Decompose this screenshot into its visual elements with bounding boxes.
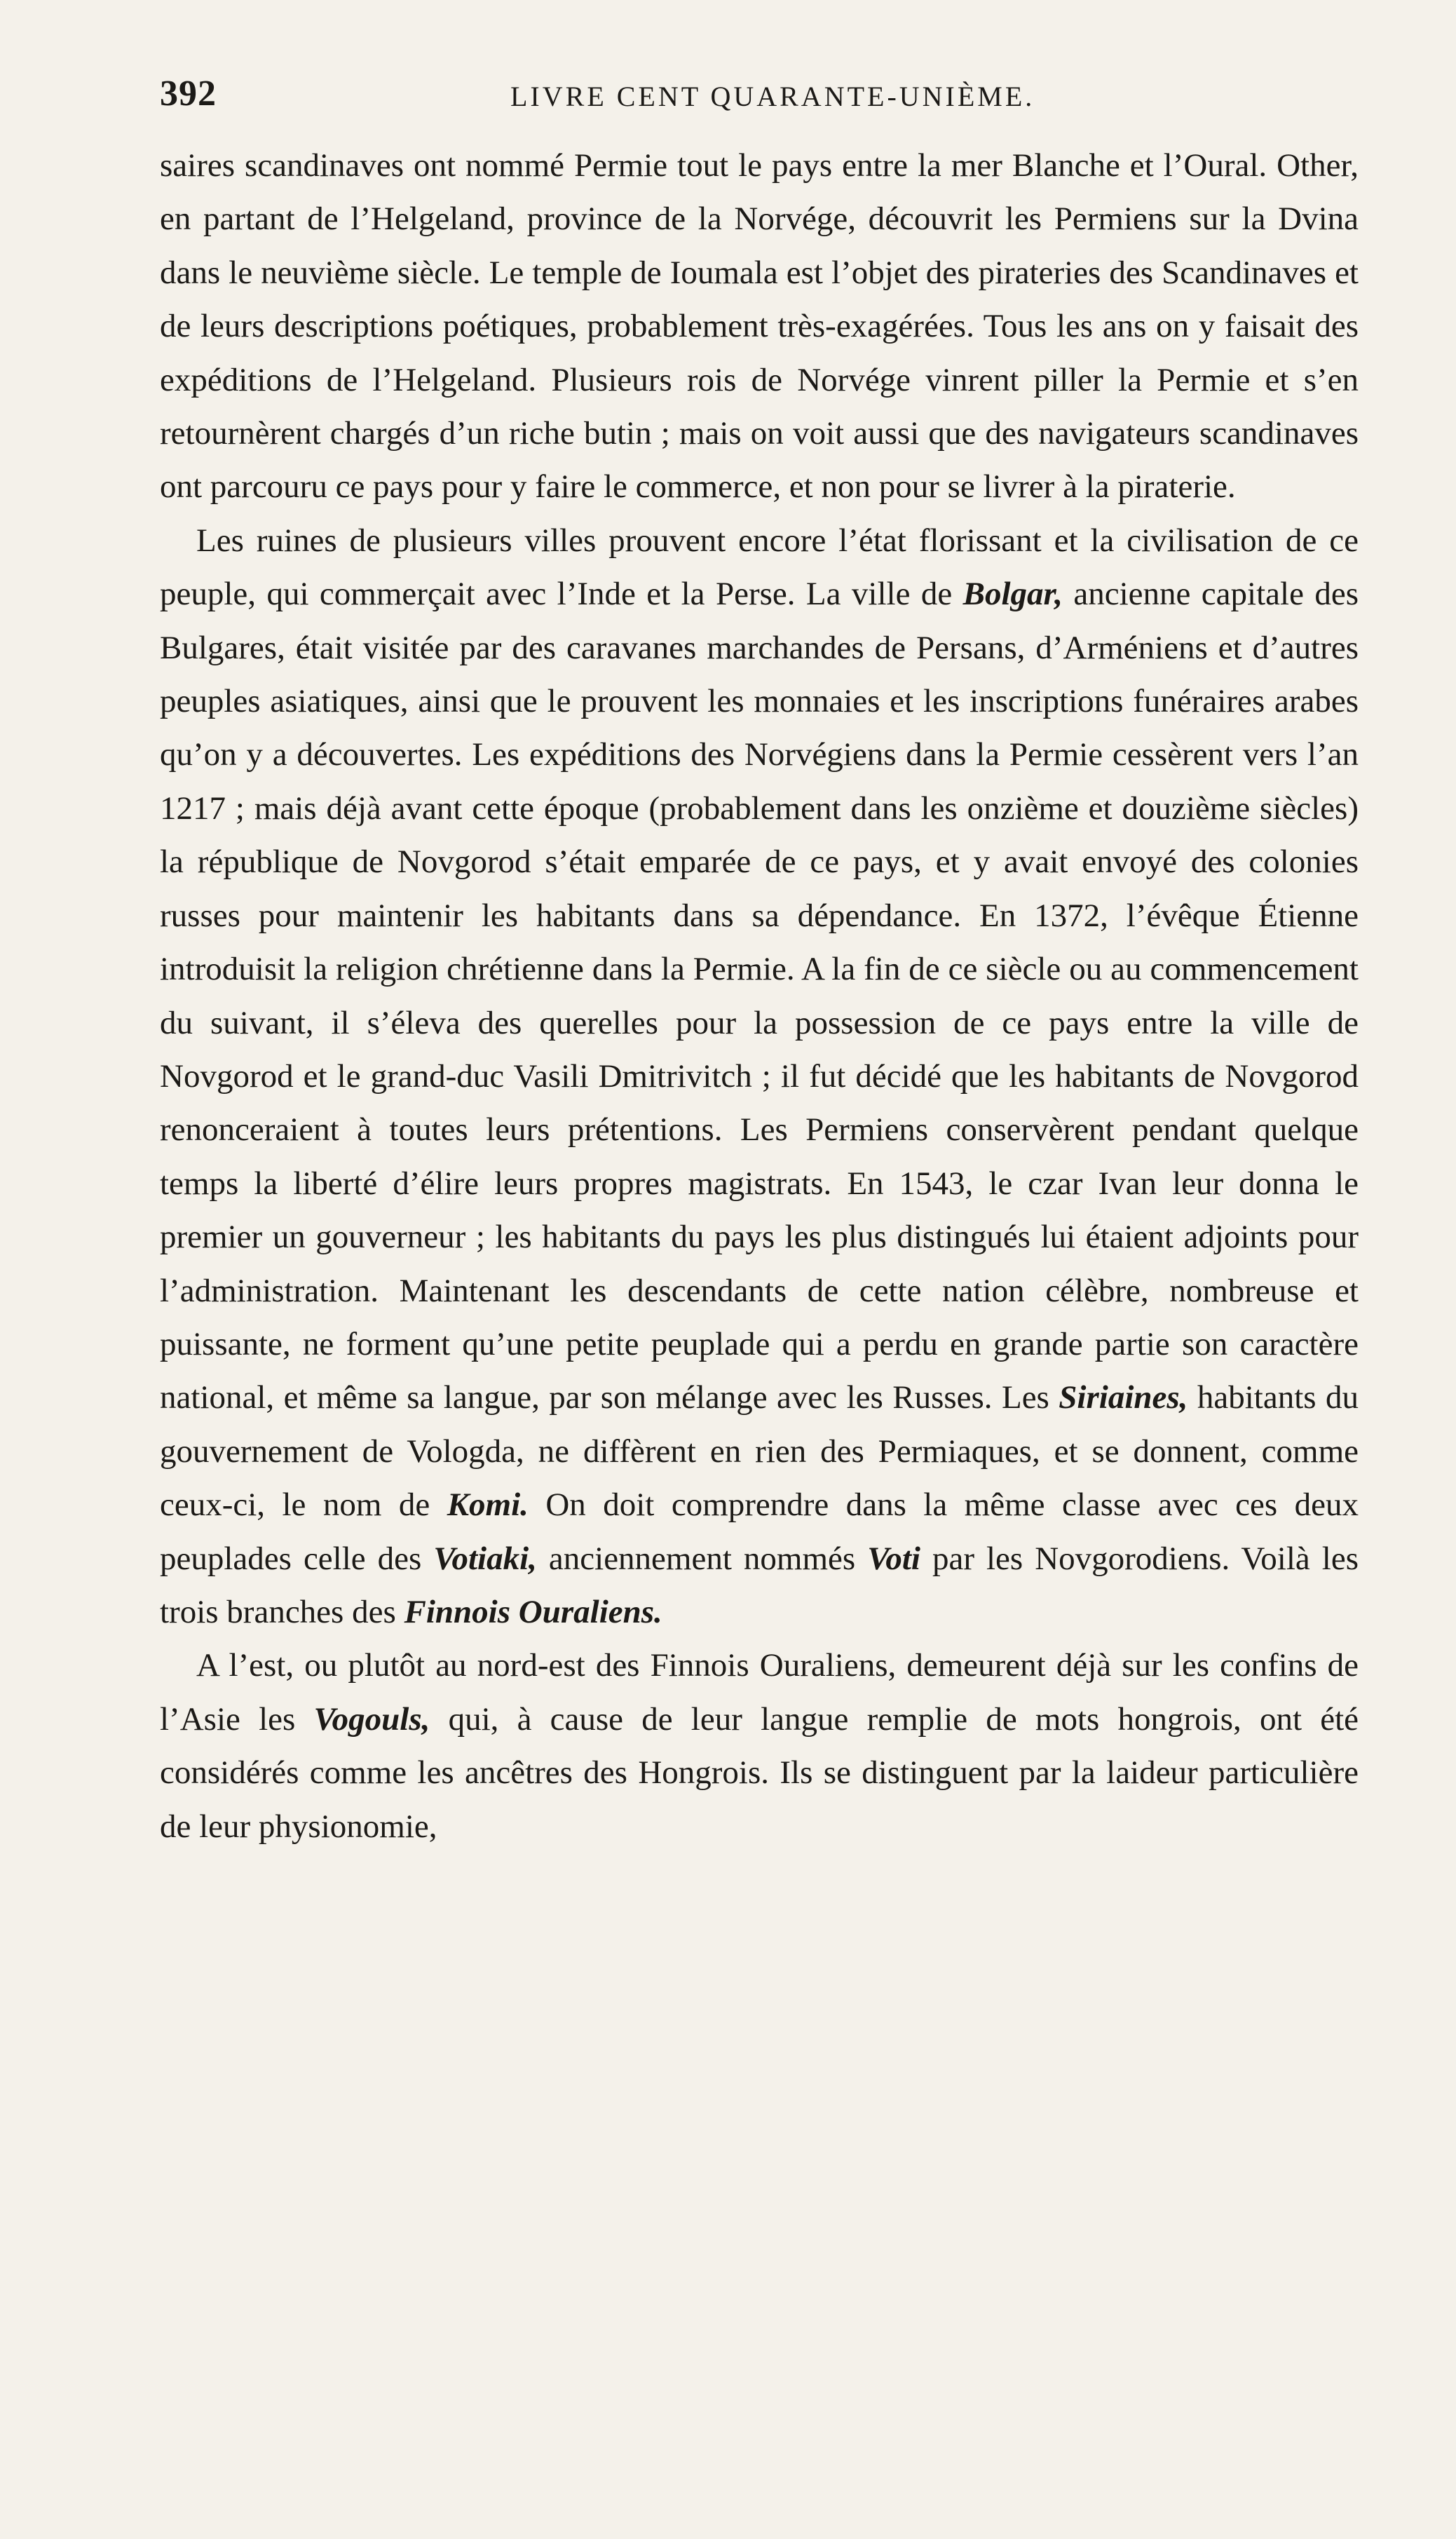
italic-term-finnois-ouraliens: Finnois Ouraliens. bbox=[404, 1593, 662, 1630]
text-segment: habitants du gouvernement de Vologda, ne diffèrent en rien des Permiaques, et se donnent, comme ceux-ci, le nom de bbox=[160, 1379, 1359, 1524]
paragraph-3 bbox=[160, 1639, 1359, 1853]
page-number: 392 bbox=[160, 74, 217, 114]
paragraph-2 bbox=[160, 514, 1359, 1639]
italic-term-siriaines: Siriaines, bbox=[1059, 1379, 1188, 1416]
text-segment: A l’est, ou plutôt au nord-est des Finnois Ouraliens, demeurent déjà sur les confins de l’Asie les bbox=[160, 1647, 1359, 1738]
text-segment: anciennement nommés bbox=[536, 1540, 868, 1577]
text-segment: On doit comprendre dans la même classe avec ces deux peuplades celle des bbox=[160, 1487, 1359, 1577]
paper-speck bbox=[1392, 691, 1399, 700]
text-segment: qui, à cause de leur langue remplie de mots hongrois, ont été considérés comme les ancêtres des Hongrois. Ils se distinguent par la laideur particulière de leur physionomie, bbox=[160, 1700, 1359, 1845]
italic-term-vogouls: Vogouls, bbox=[313, 1700, 430, 1738]
italic-term-voti: Voti bbox=[867, 1540, 920, 1577]
italic-term-komi: Komi. bbox=[447, 1487, 529, 1524]
body-text bbox=[160, 139, 1359, 1853]
text-segment: ancienne capitale des Bulgares, était visitée par des caravanes marchandes de Persans, d’Arméniens et d’autres peuples asiatiques, ainsi que le prouvent les monnaies et les inscriptions funéraires arabes qu’on y a découvertes. Les expéditions des Norvégiens dans la Permie cessèrent vers l’an 1217 ; mais déjà avant cette époque (probablement dans les onzième et douzième siècles) la république de Novgorod s’était emparée de ce pays, et y avait envoyé des colonies russes pour maintenir les habitants dans sa dépendance. En 1372, l’évêque Étienne introduisit la religion chrétienne dans la Permie. A la fin de ce siècle ou au commencement du suivant, il s’éleva des querelles pour la possession de ce pays entre la ville de Novgorod et le grand-duc Vasili Dmitrivitch ; il fut décidé que les habitants de Novgorod renonceraient à toutes leurs prétentions. Les Permiens conservèrent pendant quelque temps la liberté d’élire leurs propres magistrats. En 1543, le czar Ivan leur donna le premier un gouverneur ; les habitants du pays les plus distingués lui étaient adjoints pour l’administration. Maintenant les descendants de cette nation célèbre, nombreuse et puissante, ne forment qu’une petite peuplade qui a perdu en grande partie son caractère national, et même sa langue, par son mélange avec les Russes. Les bbox=[160, 576, 1359, 1416]
paragraph-1 bbox=[160, 139, 1359, 514]
text-segment: saires scandinaves ont nommé Permie tout le pays entre la mer Blanche et l’Oural. Other, en partant de l’Helgeland, province de la Norvége, découvrit les Permiens sur la Dvina dans le neuvième siècle. Le temple de Ioumala est l’objet des pirateries des Scandinaves et de leurs descriptions poétiques, probablement très-exagérées. Tous les ans on y faisait des expéditions de l’Helgeland. Plusieurs rois de Norvége vinrent piller la Permie et s’en retournèrent chargés d’un riche butin ; mais on voit aussi que des navigateurs scandinaves ont parcouru ce pays pour y faire le commerce, et non pour se livrer à la piraterie. bbox=[160, 147, 1359, 506]
page-header bbox=[160, 65, 1366, 128]
italic-term-bolgar: Bolgar, bbox=[962, 576, 1063, 613]
italic-term-votiaki: Votiaki, bbox=[433, 1540, 537, 1577]
text-segment: par les Novgorodiens. Voilà les trois branches des bbox=[160, 1540, 1359, 1630]
running-head: LIVRE CENT QUARANTE-UNIÈME. bbox=[510, 81, 1035, 112]
text-segment: Les ruines de plusieurs villes prouvent encore l’état florissant et la civilisation de ce peuple, qui commerçait avec l’Inde et la Perse. La ville de bbox=[160, 522, 1359, 613]
